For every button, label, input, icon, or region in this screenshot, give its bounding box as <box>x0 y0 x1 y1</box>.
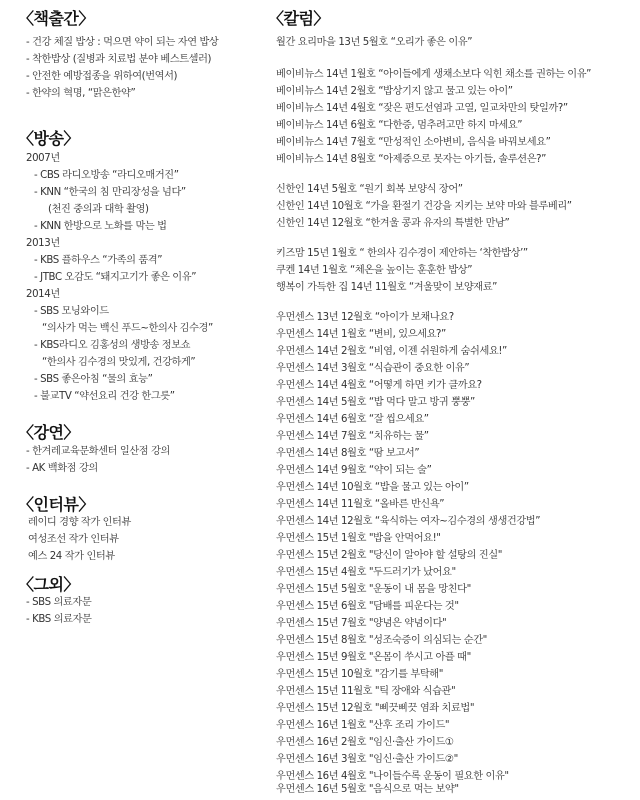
column-item: 우먼센스 16년 4월호 "나이들수록 운동이 필요한 이유" <box>276 771 509 782</box>
column-item: 신한인 14년 10월호 “가을 환절기 건강을 지키는 보약 마와 블루베리” <box>276 201 572 212</box>
column-item: 베이비뉴스 14년 1월호 “아이들에게 생채소보다 익힌 채소를 권하는 이유” <box>276 69 592 80</box>
others-heading: 〈그외〉 <box>18 575 79 594</box>
broadcast-item: - KNN “한국의 침 만리장성을 넘다” <box>34 187 186 198</box>
column-item: 우먼센스 15년 2월호 "당신이 알아야 할 설탕의 진실" <box>276 550 503 561</box>
broadcast-item-note: “한의사 김수경의 맛있게, 건강하게” <box>42 357 196 368</box>
lecture-item: - AK 백화점 강의 <box>26 463 98 474</box>
broadcast-item: - CBS 라디오방송 “라디오매거진” <box>34 170 179 181</box>
column-item: 우먼센스 14년 1월호 “변비, 있으세요?” <box>276 329 446 340</box>
column-item: 월간 요리마을 13년 5월호 “오리가 좋은 이유” <box>276 37 473 48</box>
column-item: 우먼센스 15년 6월호 "담배를 피운다는 것" <box>276 601 459 612</box>
lecture-item: - 한겨레교육문화센터 일산점 강의 <box>26 446 170 457</box>
column-item: 베이비뉴스 14년 6월호 “다한증, 멈추려고만 하지 마세요” <box>276 120 523 131</box>
broadcast-item: - SBS 모닝와이드 <box>34 306 109 317</box>
broadcast-heading: 〈방송〉 <box>18 129 79 148</box>
interview-item: 예스 24 작가 인터뷰 <box>28 551 115 562</box>
book-item: - 착한밥상 (질병과 치료법 분야 베스트셀러) <box>26 54 212 65</box>
column-item: 우먼센스 15년 5월호 "운동이 내 몸을 망친다" <box>276 584 471 595</box>
column-item: 우먼센스 14년 7월호 “치유하는 물” <box>276 431 429 442</box>
column-item: 우먼센스 14년 4월호 “어떻게 하면 키가 클까요? <box>276 380 482 391</box>
broadcast-year: 2014년 <box>26 289 60 300</box>
interview-item: 여성조선 작가 인터뷰 <box>28 534 119 545</box>
column-item: 베이비뉴스 14년 8월호 “아제증으로 못자는 아기들, 솔루션은?” <box>276 154 547 165</box>
broadcast-year: 2007년 <box>26 153 60 164</box>
book-item: - 안전한 예방접종을 위하여(번역서) <box>26 71 178 82</box>
column-item: 우먼센스 15년 1월호 "밥을 안먹어요!" <box>276 533 441 544</box>
broadcast-item-note: “의사가 먹는 백신 푸드~한의사 김수경” <box>42 323 213 334</box>
column-item: 우먼센스 16년 3월호 "임신·출산 가이드②" <box>276 754 458 765</box>
book-item: - 건강 체질 밥상 : 먹으면 약이 되는 자연 밥상 <box>26 37 219 48</box>
interviews-heading: 〈인터뷰〉 <box>18 495 94 514</box>
column-item: 우먼센스 15년 8월호 "성조숙증이 의심되는 순간" <box>276 635 487 646</box>
books-heading: 〈책출간〉 <box>18 9 94 28</box>
column-item: 우먼센스 15년 10월호 "감기를 부탁해" <box>276 669 443 680</box>
column-item: 우먼센스 14년 2월호 “비염, 이젠 쉬원하게 숨쉬세요!” <box>276 346 507 357</box>
column-item: 우먼센스 15년 12월호 "삐끗삐끗 염좌 치료법" <box>276 703 475 714</box>
column-item: 우먼센스 14년 8월호 “땀 보고서” <box>276 448 420 459</box>
column-heading: 〈칼럼〉 <box>268 9 329 28</box>
column-item: 베이비뉴스 14년 7월호 “만성적인 소아변비, 음식을 바꿔보세요” <box>276 137 551 148</box>
column-item: 신한인 14년 12월호 “한겨울 콩과 유자의 특별한 만남” <box>276 218 510 229</box>
column-item: 우먼센스 14년 5월호 “밥 먹다 말고 방귀 뿡뿡” <box>276 397 475 408</box>
column-item: 우먼센스 14년 3월호 “식습관이 중요한 이유” <box>276 363 470 374</box>
column-item: 우먼센스 14년 11월호 “올바른 반신욕” <box>276 499 445 510</box>
column-item: 쿠켄 14년 1월호 “체온을 높이는 훈훈한 밥상” <box>276 265 473 276</box>
column-item: 우먼센스 15년 11월호 "틱 장애와 식습관" <box>276 686 456 697</box>
column-item: 우먼센스 16년 2월호 "임신·출산 가이드① <box>276 737 454 748</box>
column-item: 우먼센스 13년 12월호 “아이가 보채나요? <box>276 312 454 323</box>
book-item: - 한약의 혁명, “맑은한약” <box>26 88 136 99</box>
lectures-heading: 〈강연〉 <box>18 423 79 442</box>
column-item: 키즈맘 15년 1월호 “ 한의사 김수경이 제안하는 ‘착한밥상’” <box>276 248 528 259</box>
other-item: - SBS 의료자문 <box>26 597 92 608</box>
column-item: 우먼센스 15년 4월호 "두드러기가 났어요" <box>276 567 456 578</box>
broadcast-item: - JTBC 오감도 “돼지고기가 좋은 이유” <box>34 272 197 283</box>
broadcast-item: - 불교TV “약선요리 건강 한그릇” <box>34 391 175 402</box>
column-item: 베이비뉴스 14년 2월호 “밥상기지 않고 물고 있는 아이” <box>276 86 513 97</box>
interview-item: 레이디 경향 작가 인터뷰 <box>28 517 131 528</box>
broadcast-item: - KBS 플하우스 “가족의 품격” <box>34 255 163 266</box>
broadcast-item: - SBS 좋은아침 “물의 효능” <box>34 374 153 385</box>
column-item: 행복이 가득한 집 14년 11월호 “겨울맞이 보양재료” <box>276 282 498 293</box>
broadcast-item-note: (천진 중의과 대학 촬영) <box>48 204 149 215</box>
broadcast-year: 2013년 <box>26 238 60 249</box>
column-item: 우먼센스 16년 1월호 "산후 조리 가이드" <box>276 720 450 731</box>
broadcast-item: - KBS라디오 김홍성의 생방송 정보쇼 <box>34 340 191 351</box>
column-item: 베이비뉴스 14년 4월호 “잦은 편도선염과 고열, 일교차만의 탓일까?” <box>276 103 568 114</box>
column-item: 우먼센스 14년 6월호 “잘 씹으세요” <box>276 414 429 425</box>
column-item: 신한인 14년 5월호 “원기 회복 보양식 장어” <box>276 184 463 195</box>
column-item: 우먼센스 16년 5월호 "음식으로 먹는 보약" <box>276 784 459 795</box>
column-item: 우먼센스 15년 7월호 "양념은 약념이다" <box>276 618 447 629</box>
column-item: 우먼센스 14년 12월호 “육식하는 여자~김수경의 생생건강법” <box>276 516 541 527</box>
column-item: 우먼센스 14년 9월호 “약이 되는 술” <box>276 465 432 476</box>
column-item: 우먼센스 14년 10월호 “밥을 물고 있는 아이” <box>276 482 469 493</box>
other-item: - KBS 의료자문 <box>26 614 92 625</box>
broadcast-item: - KNN 한방으로 노화를 막는 법 <box>34 221 167 232</box>
column-item: 우먼센스 15년 9월호 "온몸이 쑤시고 아플 때" <box>276 652 471 663</box>
